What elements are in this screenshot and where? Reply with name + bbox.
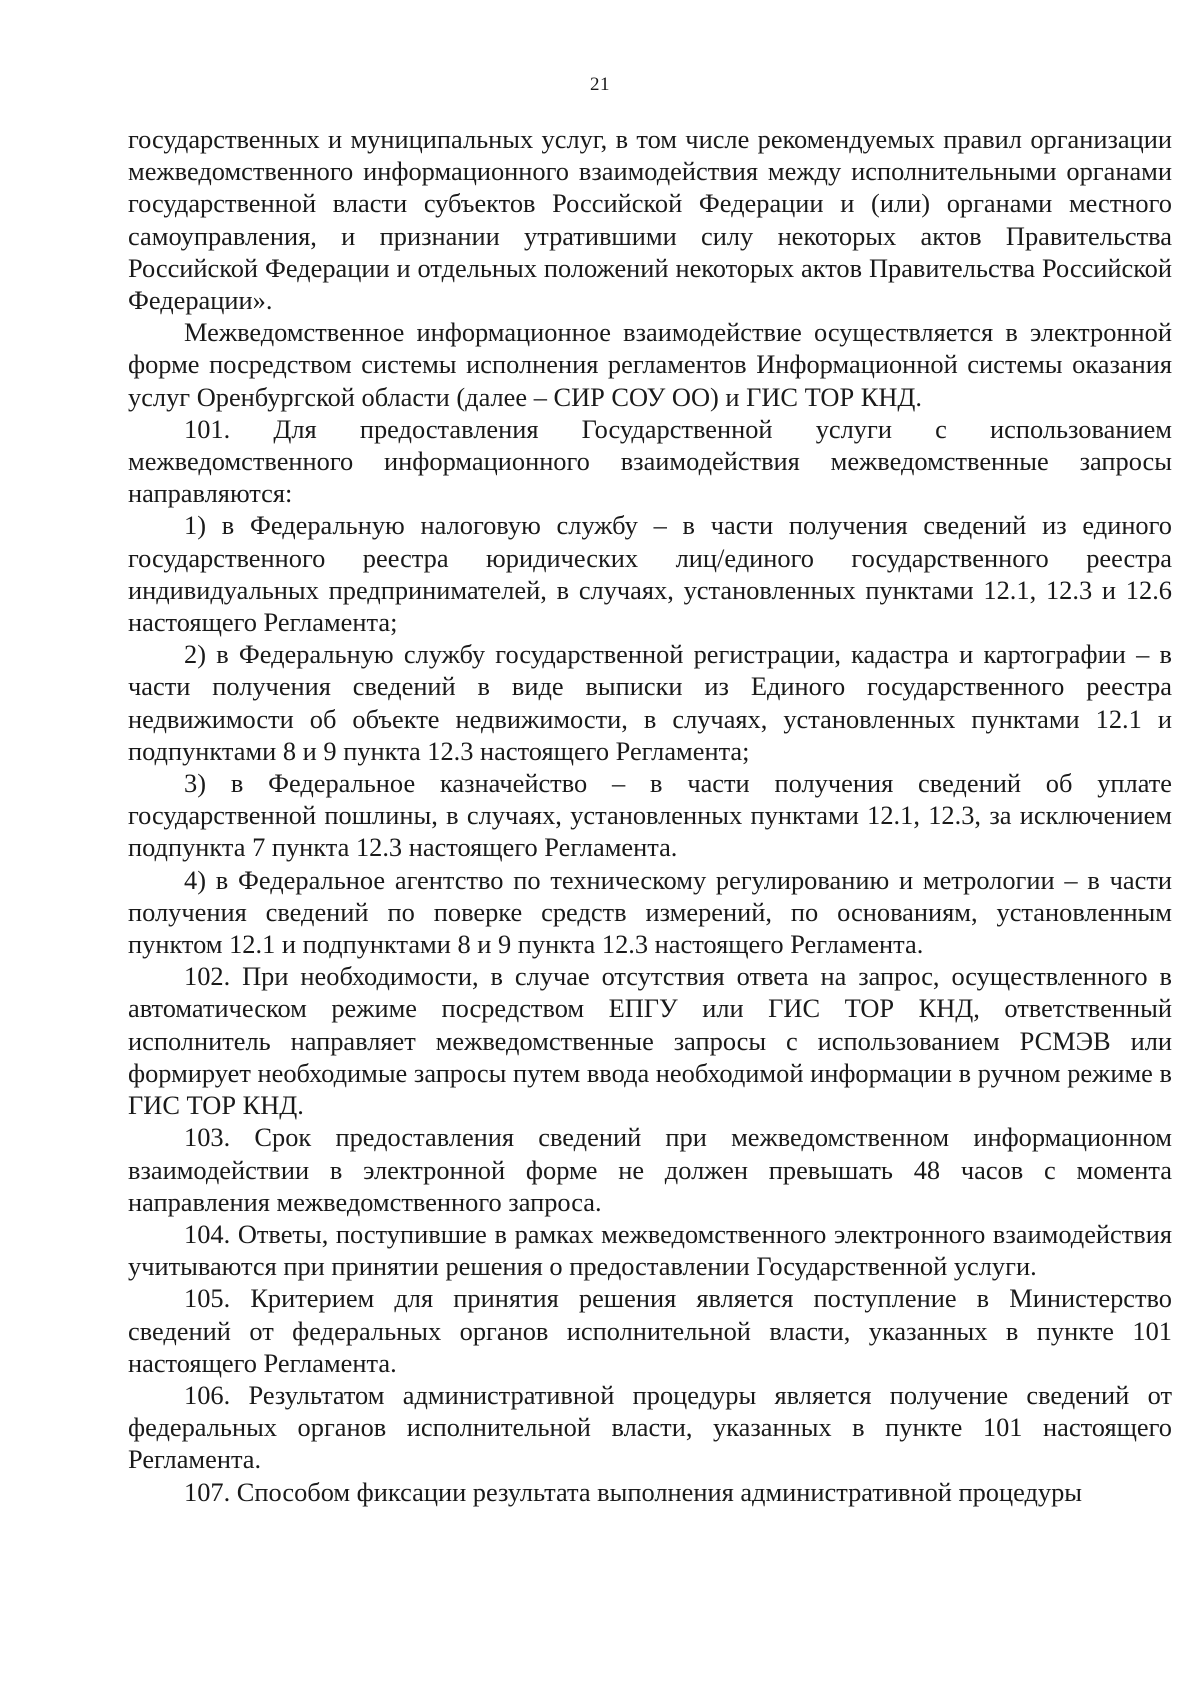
list-item: 2) в Федеральную службу государственной регистрации, кадастра и картографии – в части получения сведений в виде выписки из Единого государственного реестра недвижимости об объекте недвижимости, в случаях, установленных пунктами 12.1 и подпунктами 8 и 9 пункта 12.3 настоящего Регламента; — [128, 639, 1172, 766]
paragraph: государственных и муниципальных услуг, в том числе рекомендуемых правил организации межведомственного информационного взаимодействия между исполнительными органами государственной власти субъектов Российской Федерации и (или) органами местного самоуправления, и признании утратившими силу некоторых актов Правительства Российской Федерации и отдельных положений некоторых актов Правительства Российской Федерации». — [128, 124, 1172, 316]
paragraph-item-106: 106. Результатом административной процедуры является получение сведений от федеральных органов исполнительной власти, указанных в пункте 101 настоящего Регламента. — [128, 1379, 1172, 1475]
paragraph: Межведомственное информационное взаимодействие осуществляется в электронной форме посредством системы исполнения регламентов Информационной системы оказания услуг Оренбургской области (далее – СИР СОУ ОО) и ГИС ТОР КНД. — [128, 317, 1172, 412]
paragraph-item-107: 107. Способом фиксации результата выполнения административной процедуры — [184, 1476, 1083, 1507]
list-item: 1) в Федеральную налоговую службу – в части получения сведений из единого государственного реестра юридических лиц/единого государственного реестра индивидуальных предпринимателей, в случаях, установленных пунктами 12.1, 12.3 и 12.6 настоящего Регламента; — [128, 510, 1172, 638]
document-body — [128, 123, 1172, 1508]
list-item: 4) в Федеральное агентство по техническому регулированию и метрологии – в части получения сведений по поверке средств измерений, по основаниям, установленным пунктом 12.1 и подпунктами 8 и 9 пункта 12.3 настоящего Регламента. — [128, 864, 1172, 960]
paragraph-item-105: 105. Критерием для принятия решения является поступление в Министерство сведений от федеральных органов исполнительной власти, указанных в пункте 101 настоящего Регламента. — [128, 1283, 1172, 1378]
paragraph-item-103: 103. Срок предоставления сведений при межведомственном информационном взаимодействии в электронной форме не должен превышать 48 часов с момента направления межведомственного запроса. — [128, 1122, 1172, 1217]
paragraph-item-101: 101. Для предоставления Государственной услуги с использованием межведомственного информационного взаимодействия межведомственные запросы направляются: — [128, 413, 1172, 509]
list-item: 3) в Федеральное казначейство – в части получения сведений об уплате государственной пошлины, в случаях, установленных пунктами 12.1, 12.3, за исключением подпункта 7 пункта 12.3 настоящего Регламента. — [128, 768, 1172, 863]
page-number: 21 — [590, 74, 610, 95]
paragraph-item-104: 104. Ответы, поступившие в рамках межведомственного электронного взаимодействия учитываются при принятии решения о предоставлении Государственной услуги. — [128, 1218, 1172, 1282]
paragraph-item-102: 102. При необходимости, в случае отсутствия ответа на запрос, осуществленного в автоматическом режиме посредством ЕПГУ или ГИС ТОР КНД, ответственный исполнитель направляет межведомственные запросы с использованием РСМЭВ или формирует необходимые запросы путем ввода необходимой информации в ручном режиме в ГИС ТОР КНД. — [128, 961, 1172, 1121]
